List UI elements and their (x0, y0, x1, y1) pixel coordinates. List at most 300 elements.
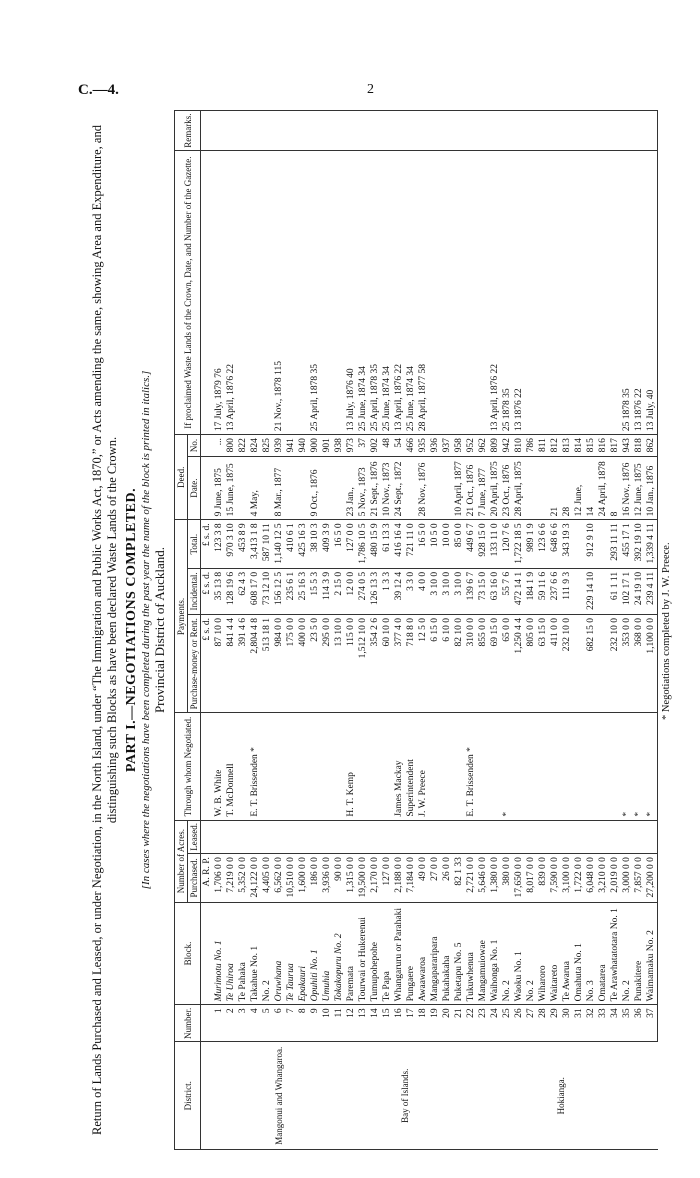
block-name: Tokakopuru No. 2 (333, 902, 345, 1005)
negotiator (537, 713, 549, 820)
row-number: 15 (381, 1005, 393, 1042)
total (573, 520, 585, 568)
total: 61 13 3 (381, 520, 393, 568)
col-remarks: Remarks. (175, 111, 201, 151)
deed-no: 937 (441, 435, 453, 457)
negotiator (309, 713, 321, 820)
total: 455 17 1 (621, 520, 633, 568)
deed-date: 28 Nov., 1876 (417, 456, 429, 520)
acres-leased (249, 820, 261, 854)
deed-date (297, 456, 309, 520)
table-row (489, 111, 501, 1150)
deed-no: 816 (597, 435, 609, 457)
block-name: Mangapararipara (429, 902, 441, 1005)
acres-leased (369, 820, 381, 854)
purchase-money: 232 10 0 (609, 614, 621, 713)
deed-date (333, 456, 345, 520)
acres-leased (645, 820, 658, 854)
table-row (441, 111, 453, 1150)
total: 293 11 11 (609, 520, 621, 568)
total: 1,140 12 5 (273, 520, 285, 568)
negotiator (477, 713, 489, 820)
deed-no: 973 (345, 435, 357, 457)
proclaimed: 28 April, 1877 58 (417, 151, 429, 435)
purchase-money: 13 10 0 (333, 614, 345, 713)
acres-leased (597, 820, 609, 854)
proclaimed: 25 June, 1874 34 (405, 151, 417, 435)
col-proclaimed: If proclaimed Waste Lands of the Crown, Date, and Number of the Gazette. (175, 151, 201, 435)
negotiator (381, 713, 393, 820)
purchase-money: 69 15 0 (489, 614, 501, 713)
rotated-table-block (90, 110, 672, 1150)
purchase-money: 6 15 0 (429, 614, 441, 713)
negotiator: James Mackay (393, 713, 405, 820)
acres-purchased: 839 0 0 (537, 854, 549, 902)
row-number: 36 (633, 1005, 645, 1042)
row-number: 5 (261, 1005, 273, 1042)
total: 3,413 1 8 (249, 520, 261, 568)
table-row (333, 111, 345, 1150)
deed-no: ... (213, 435, 225, 457)
remarks (297, 111, 309, 151)
total: 410 6 1 (285, 520, 297, 568)
page-number: 2 (367, 82, 374, 97)
acres-purchased: 6,562 0 0 (273, 854, 285, 902)
proclaimed (441, 151, 453, 435)
table-row (297, 111, 309, 1150)
table-row (225, 111, 237, 1150)
acres-leased (285, 820, 297, 854)
incidental: 2 15 0 (333, 568, 345, 614)
document-title: Return of Lands Purchased and Leased, or under Negotiation, in the North Island, under “The Immigration and Public Works Act, 1870,” or Acts amending the same, showing Area and Expenditure, and distinguishing such Blocks as have been declared Waste Lands of the Crown. (90, 125, 119, 1135)
acres-purchased: 24,122 0 0 (249, 854, 261, 902)
deed-date: 10 April, 1877 (453, 456, 465, 520)
negotiator (333, 713, 345, 820)
block-name: Tourwai or Hukerenui (357, 902, 369, 1005)
incidental: 4 0 0 (417, 568, 429, 614)
block-name: Mangamuiowae (477, 902, 489, 1005)
acres-leased (261, 820, 273, 854)
remarks (489, 111, 501, 151)
remarks (369, 111, 381, 151)
remarks (417, 111, 429, 151)
incidental: 73 12 10 (261, 568, 273, 614)
acres-leased (465, 820, 477, 854)
block-name: Oruwhana (273, 902, 285, 1005)
incidental: 59 11 6 (537, 568, 549, 614)
deed-no: 54 (393, 435, 405, 457)
acres-purchased: 1,315 0 0 (345, 854, 357, 902)
row-number: 3 (237, 1005, 249, 1042)
acres-leased (345, 820, 357, 854)
province-heading: Provincial District of Auckland. (152, 546, 167, 714)
incidental: 3 10 0 (441, 568, 453, 614)
proclaimed: 25 April, 1878 35 (369, 151, 381, 435)
purchase-money: 295 0 0 (321, 614, 333, 713)
acres-purchased: 3,100 0 0 (561, 854, 573, 902)
purchase-money: 841 4 4 (225, 614, 237, 713)
deed-no: 813 (561, 435, 573, 457)
deed-date: 10 Jan., 1876 (645, 456, 658, 520)
table-row (429, 111, 441, 1150)
deed-date: 28 April, 1875 (513, 456, 525, 520)
deed-no: 810 (513, 435, 525, 457)
purchase-money: 391 4 6 (237, 614, 249, 713)
purchase-money: 60 10 0 (381, 614, 393, 713)
purchase-money: 63 15 0 (537, 614, 549, 713)
negotiator (237, 713, 249, 820)
row-number: 16 (393, 1005, 405, 1042)
remarks (405, 111, 417, 151)
negotiator (525, 713, 537, 820)
incidental: 15 5 3 (309, 568, 321, 614)
acres-purchased: 2,170 0 0 (369, 854, 381, 902)
block-name: Tumupohepohe (369, 902, 381, 1005)
acres-purchased: 27 0 0 (429, 854, 441, 902)
col-leased: Leased. (188, 820, 201, 854)
col-acres: Number of Acres. (175, 820, 188, 902)
remarks (645, 111, 658, 151)
incidental: 608 17 0 (249, 568, 261, 614)
deed-no: 939 (273, 435, 285, 457)
negotiator (561, 713, 573, 820)
total: 1,339 4 11 (645, 520, 658, 568)
purchase-money: 513 18 1 (261, 614, 273, 713)
remarks (597, 111, 609, 151)
proclaimed: 17 July, 1879 76 (213, 151, 225, 435)
deed-date: 5 Nov., 1873 (357, 456, 369, 520)
deed-no: 902 (369, 435, 381, 457)
remarks (321, 111, 333, 151)
incidental: 229 14 10 (585, 568, 597, 614)
deed-date (261, 456, 273, 520)
units-acres: A. R. P. (201, 854, 214, 902)
total: 416 16 4 (393, 520, 405, 568)
col-payments: Payments. (175, 520, 188, 713)
block-name: Umuhia (321, 902, 333, 1005)
block-name: Te Uhiroa (225, 902, 237, 1005)
acres-purchased: 3,936 0 0 (321, 854, 333, 902)
incidental: 184 1 9 (525, 568, 537, 614)
deed-date: 16 Nov., 1876 (621, 456, 633, 520)
remarks (453, 111, 465, 151)
deed-date: 28 (561, 456, 573, 520)
row-number: 25 (501, 1005, 513, 1042)
row-number: 4 (249, 1005, 261, 1042)
block-name: Waimamaku No. 2 (645, 902, 658, 1005)
acres-purchased: 1,706 0 0 (213, 854, 225, 902)
purchase-money: 115 0 0 (345, 614, 357, 713)
negotiator: E. T. Brissenden * (249, 713, 261, 820)
table-row (309, 111, 321, 1150)
negotiator (297, 713, 309, 820)
incidental: 12 0 0 (345, 568, 357, 614)
row-number: 29 (549, 1005, 561, 1042)
remarks (477, 111, 489, 151)
negotiator: * (621, 713, 633, 820)
proclaimed (453, 151, 465, 435)
deed-date: 24 Sept., 1872 (393, 456, 405, 520)
block-name: Te Taurua (285, 902, 297, 1005)
row-number: 21 (453, 1005, 465, 1042)
acres-leased (297, 820, 309, 854)
acres-purchased: 7,219 0 0 (225, 854, 237, 902)
proclaimed: 13 July, 40 (645, 151, 658, 435)
total: 38 10 3 (309, 520, 321, 568)
block-name: Opuhiti No. 1 (309, 902, 321, 1005)
proclaimed: 13 April, 1876 22 (225, 151, 237, 435)
total: 1,722 18 5 (513, 520, 525, 568)
deed-date: 8 (609, 456, 621, 520)
row-number: 9 (309, 1005, 321, 1042)
deed-date (405, 456, 417, 520)
proclaimed: 13 April, 1876 22 (489, 151, 501, 435)
acres-purchased: 19,500 0 0 (357, 854, 369, 902)
remarks (441, 111, 453, 151)
proclaimed (465, 151, 477, 435)
remarks (525, 111, 537, 151)
acres-leased (237, 820, 249, 854)
table-row (321, 111, 333, 1150)
incidental: 126 13 3 (369, 568, 381, 614)
proclaimed (261, 151, 273, 435)
proclaimed: 13 1876 22 (513, 151, 525, 435)
acres-purchased: 7,590 0 0 (549, 854, 561, 902)
table-row (513, 111, 525, 1150)
row-number: 28 (537, 1005, 549, 1042)
acres-purchased: 2,019 0 0 (609, 854, 621, 902)
deed-no: 786 (525, 435, 537, 457)
row-number: 26 (513, 1005, 525, 1042)
negotiator (597, 713, 609, 820)
acres-leased (417, 820, 429, 854)
acres-leased (393, 820, 405, 854)
block-name: Te Arawhatatotara No. 1 (609, 902, 621, 1005)
acres-purchased: 5,646 0 0 (477, 854, 489, 902)
row-number: 18 (417, 1005, 429, 1042)
proclaimed: 25 June, 1874 34 (381, 151, 393, 435)
total: 16 5 0 (417, 520, 429, 568)
block-name: Wiharoro (537, 902, 549, 1005)
purchase-money: 805 0 0 (525, 614, 537, 713)
deed-no: 942 (501, 435, 513, 457)
purchase-money: 82 10 0 (453, 614, 465, 713)
incidental: 128 19 6 (225, 568, 237, 614)
block-name: No. 2 (261, 902, 273, 1005)
total: 912 9 10 (585, 520, 597, 568)
table-row (453, 111, 465, 1150)
table-row (585, 111, 597, 1150)
acres-leased (225, 820, 237, 854)
row-number: 14 (369, 1005, 381, 1042)
acres-purchased: 1,722 0 0 (573, 854, 585, 902)
acres-leased (477, 820, 489, 854)
remarks (585, 111, 597, 151)
block-name: Puketapu No. 5 (453, 902, 465, 1005)
negotiator (369, 713, 381, 820)
purchase-money: 353 0 0 (621, 614, 633, 713)
block-name: Te Awarua (561, 902, 573, 1005)
deed-date (441, 456, 453, 520)
deed-no: 940 (297, 435, 309, 457)
deed-date (237, 456, 249, 520)
remarks (261, 111, 273, 151)
purchase-money (573, 614, 585, 713)
proclaimed: 13 July, 1876 40 (345, 151, 357, 435)
block-name: Takahue No. 1 (249, 902, 261, 1005)
deed-no: 822 (237, 435, 249, 457)
total: 343 19 3 (561, 520, 573, 568)
remarks (429, 111, 441, 151)
negotiator: * (645, 713, 658, 820)
acres-leased (501, 820, 513, 854)
col-incidental: Incidental. (188, 568, 201, 614)
total: 480 15 9 (369, 520, 381, 568)
acres-leased (489, 820, 501, 854)
total (597, 520, 609, 568)
remarks (285, 111, 297, 151)
deed-no: 958 (453, 435, 465, 457)
table-row (621, 111, 633, 1150)
negotiator (585, 713, 597, 820)
row-number: 11 (333, 1005, 345, 1042)
acres-leased (321, 820, 333, 854)
units-purchase: £ s. d. (201, 614, 214, 713)
acres-purchased: 186 0 0 (309, 854, 321, 902)
deed-date (321, 456, 333, 520)
acres-purchased: 26 0 0 (441, 854, 453, 902)
remarks (333, 111, 345, 151)
acres-leased (513, 820, 525, 854)
purchase-money: 175 0 0 (285, 614, 297, 713)
table-row (537, 111, 549, 1150)
acres-purchased: 380 0 0 (501, 854, 513, 902)
block-name: No. 2 (621, 902, 633, 1005)
proclaimed (597, 151, 609, 435)
district-cell: Hokianga. (465, 1042, 658, 1150)
col-through: Through whom Negotiated. (175, 713, 201, 820)
remarks (561, 111, 573, 151)
acres-leased (561, 820, 573, 854)
acres-leased (357, 820, 369, 854)
district-cell: Mangonui and Whangaroa. (213, 1042, 345, 1150)
purchase-money: 1,250 4 4 (513, 614, 525, 713)
deed-no: 48 (381, 435, 393, 457)
purchase-money: 23 5 0 (309, 614, 321, 713)
negotiator (321, 713, 333, 820)
deed-date: 14 (585, 456, 597, 520)
remarks (309, 111, 321, 151)
acres-leased (333, 820, 345, 854)
deed-no: 37 (357, 435, 369, 457)
total: 425 16 3 (297, 520, 309, 568)
deed-no: 938 (333, 435, 345, 457)
returns-table (174, 110, 658, 1150)
deed-no: 824 (249, 435, 261, 457)
acres-purchased: 2,721 0 0 (465, 854, 477, 902)
proclaimed: 25 April, 1878 35 (309, 151, 321, 435)
deed-date: 8 Mar., 1877 (273, 456, 285, 520)
total: 10 5 0 (429, 520, 441, 568)
remarks (537, 111, 549, 151)
col-no: No. (188, 435, 201, 457)
row-number: 27 (525, 1005, 537, 1042)
purchase-money: 1,512 10 0 (357, 614, 369, 713)
table-row (345, 111, 357, 1150)
proclaimed (321, 151, 333, 435)
remarks (357, 111, 369, 151)
deed-no: 466 (405, 435, 417, 457)
total: 133 11 0 (489, 520, 501, 568)
table-row (573, 111, 585, 1150)
total: 453 8 9 (237, 520, 249, 568)
deed-date: 21 (549, 456, 561, 520)
deed-no: 800 (225, 435, 237, 457)
acres-purchased: 1,600 0 0 (297, 854, 309, 902)
row-number: 19 (429, 1005, 441, 1042)
row-number: 8 (297, 1005, 309, 1042)
negotiator (573, 713, 585, 820)
table-row (417, 111, 429, 1150)
row-number: 31 (573, 1005, 585, 1042)
deed-no: 935 (417, 435, 429, 457)
deed-date: 7 June, 1877 (477, 456, 489, 520)
incidental: 111 9 3 (561, 568, 573, 614)
acres-leased (609, 820, 621, 854)
table-row (645, 111, 658, 1150)
total: 123 3 8 (213, 520, 225, 568)
total: 989 1 9 (525, 520, 537, 568)
proclaimed: 25 June, 1874 34 (357, 151, 369, 435)
negotiator (429, 713, 441, 820)
deed-date: 24 April, 1878 (597, 456, 609, 520)
proclaimed (249, 151, 261, 435)
deed-date: 12 June, (573, 456, 585, 520)
row-number: 34 (609, 1005, 621, 1042)
deed-date: 21 Oct., 1876 (465, 456, 477, 520)
acres-leased (405, 820, 417, 854)
total: 648 6 6 (549, 520, 561, 568)
deed-date: 20 April, 1875 (489, 456, 501, 520)
proclaimed (537, 151, 549, 435)
incidental: 25 16 3 (297, 568, 309, 614)
deed-no: 952 (465, 435, 477, 457)
row-number: 20 (441, 1005, 453, 1042)
proclaimed (549, 151, 561, 435)
negotiator (273, 713, 285, 820)
total: 970 3 10 (225, 520, 237, 568)
purchase-money (597, 614, 609, 713)
acres-purchased: 4,405 0 0 (261, 854, 273, 902)
proclaimed (297, 151, 309, 435)
row-number: 10 (321, 1005, 333, 1042)
acres-purchased: 7,857 0 0 (633, 854, 645, 902)
incidental (597, 568, 609, 614)
remarks (225, 111, 237, 151)
total: 16 5 0 (333, 520, 345, 568)
proclaimed (237, 151, 249, 435)
acres-purchased: 27,200 0 0 (645, 854, 658, 902)
row-number: 2 (225, 1005, 237, 1042)
acres-purchased: 3,210 0 0 (597, 854, 609, 902)
acres-leased (381, 820, 393, 854)
remarks (609, 111, 621, 151)
purchase-money: 682 15 0 (585, 614, 597, 713)
block-name: Tukuwhenua (465, 902, 477, 1005)
negotiator (609, 713, 621, 820)
acres-leased (441, 820, 453, 854)
row-number: 7 (285, 1005, 297, 1042)
